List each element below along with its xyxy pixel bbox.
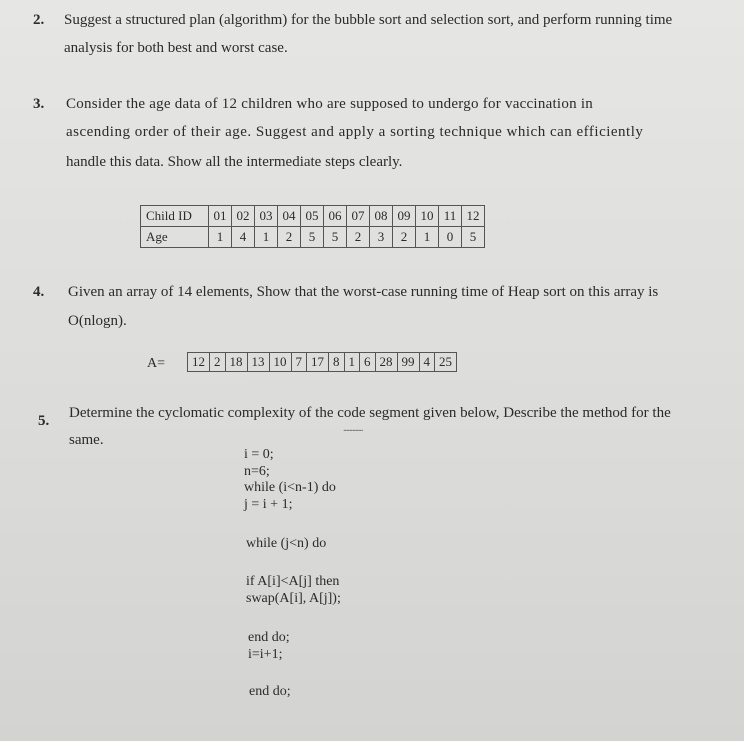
code-line: n=6; <box>244 464 270 479</box>
child-id-row <box>141 206 485 227</box>
code-line: j = i + 1; <box>244 497 293 512</box>
heap-array-row <box>188 353 457 372</box>
code-line: end do; <box>249 684 291 699</box>
child-id-cell: 06 <box>324 206 347 227</box>
question-text: Consider the age data of 12 children who are supposed to undergo for vaccination in <box>66 96 593 112</box>
array-cell: 7 <box>291 353 307 372</box>
child-id-cell: 08 <box>370 206 393 227</box>
child-id-cell: 03 <box>255 206 278 227</box>
code-line: while (j<n) do <box>246 536 327 551</box>
question-number: 2. <box>33 12 45 28</box>
age-row <box>141 227 485 248</box>
question-text: ascending order of their age. Suggest and apply a sorting technique which can efficiently <box>66 124 644 140</box>
age-cell: 0 <box>439 227 462 248</box>
array-cell: 10 <box>269 353 291 372</box>
array-cell: 13 <box>247 353 269 372</box>
row-label: Child ID <box>141 206 209 227</box>
question-number: 3. <box>33 96 45 112</box>
code-line: i = 0; <box>244 447 274 462</box>
child-id-cell: 04 <box>278 206 301 227</box>
code-line: end do; <box>248 630 290 645</box>
array-cell: 99 <box>397 353 419 372</box>
question-number: 5. <box>38 413 50 429</box>
question-text: Determine the cyclomatic complexity of the code segment given below, Describe the method for the <box>69 405 671 421</box>
array-cell: 25 <box>435 353 457 372</box>
age-cell: 1 <box>209 227 232 248</box>
child-id-cell: 09 <box>393 206 416 227</box>
array-cell: 6 <box>360 353 376 372</box>
child-id-cell: 02 <box>232 206 255 227</box>
code-line: while (i<n-1) do <box>244 480 336 495</box>
question-text: O(nlogn). <box>68 313 127 329</box>
age-cell: 5 <box>462 227 485 248</box>
age-cell: 2 <box>278 227 301 248</box>
child-id-cell: 07 <box>347 206 370 227</box>
question-text: same. <box>69 432 104 448</box>
age-cell: 1 <box>255 227 278 248</box>
age-cell: 2 <box>393 227 416 248</box>
question-text: analysis for both best and worst case. <box>64 40 288 56</box>
age-cell: 5 <box>301 227 324 248</box>
heap-array <box>187 352 457 372</box>
array-cell: 4 <box>419 353 435 372</box>
pencil-mark: ............. <box>343 423 363 434</box>
age-cell: 2 <box>347 227 370 248</box>
child-id-cell: 11 <box>439 206 462 227</box>
child-id-cell: 05 <box>301 206 324 227</box>
code-line: if A[i]<A[j] then <box>246 574 340 589</box>
code-line: swap(A[i], A[j]); <box>246 591 341 606</box>
question-number: 4. <box>33 284 45 300</box>
age-cell: 1 <box>416 227 439 248</box>
age-table <box>140 205 485 248</box>
code-line: i=i+1; <box>248 647 283 662</box>
age-cell: 5 <box>324 227 347 248</box>
question-text: Suggest a structured plan (algorithm) for the bubble sort and selection sort, and perform running time <box>64 12 673 28</box>
question-text: handle this data. Show all the intermediate steps clearly. <box>66 154 403 170</box>
array-cell: 8 <box>329 353 345 372</box>
age-cell: 4 <box>232 227 255 248</box>
array-cell: 1 <box>344 353 360 372</box>
array-cell: 2 <box>210 353 226 372</box>
child-id-cell: 01 <box>209 206 232 227</box>
array-cell: 18 <box>225 353 247 372</box>
question-text: Given an array of 14 elements, Show that the worst-case running time of Heap sort on this array is <box>68 284 659 300</box>
row-label: Age <box>141 227 209 248</box>
array-cell: 12 <box>188 353 210 372</box>
child-id-cell: 10 <box>416 206 439 227</box>
array-cell: 17 <box>307 353 329 372</box>
child-id-cell: 12 <box>462 206 485 227</box>
array-label: A= <box>147 356 166 371</box>
age-cell: 3 <box>370 227 393 248</box>
array-cell: 28 <box>375 353 397 372</box>
